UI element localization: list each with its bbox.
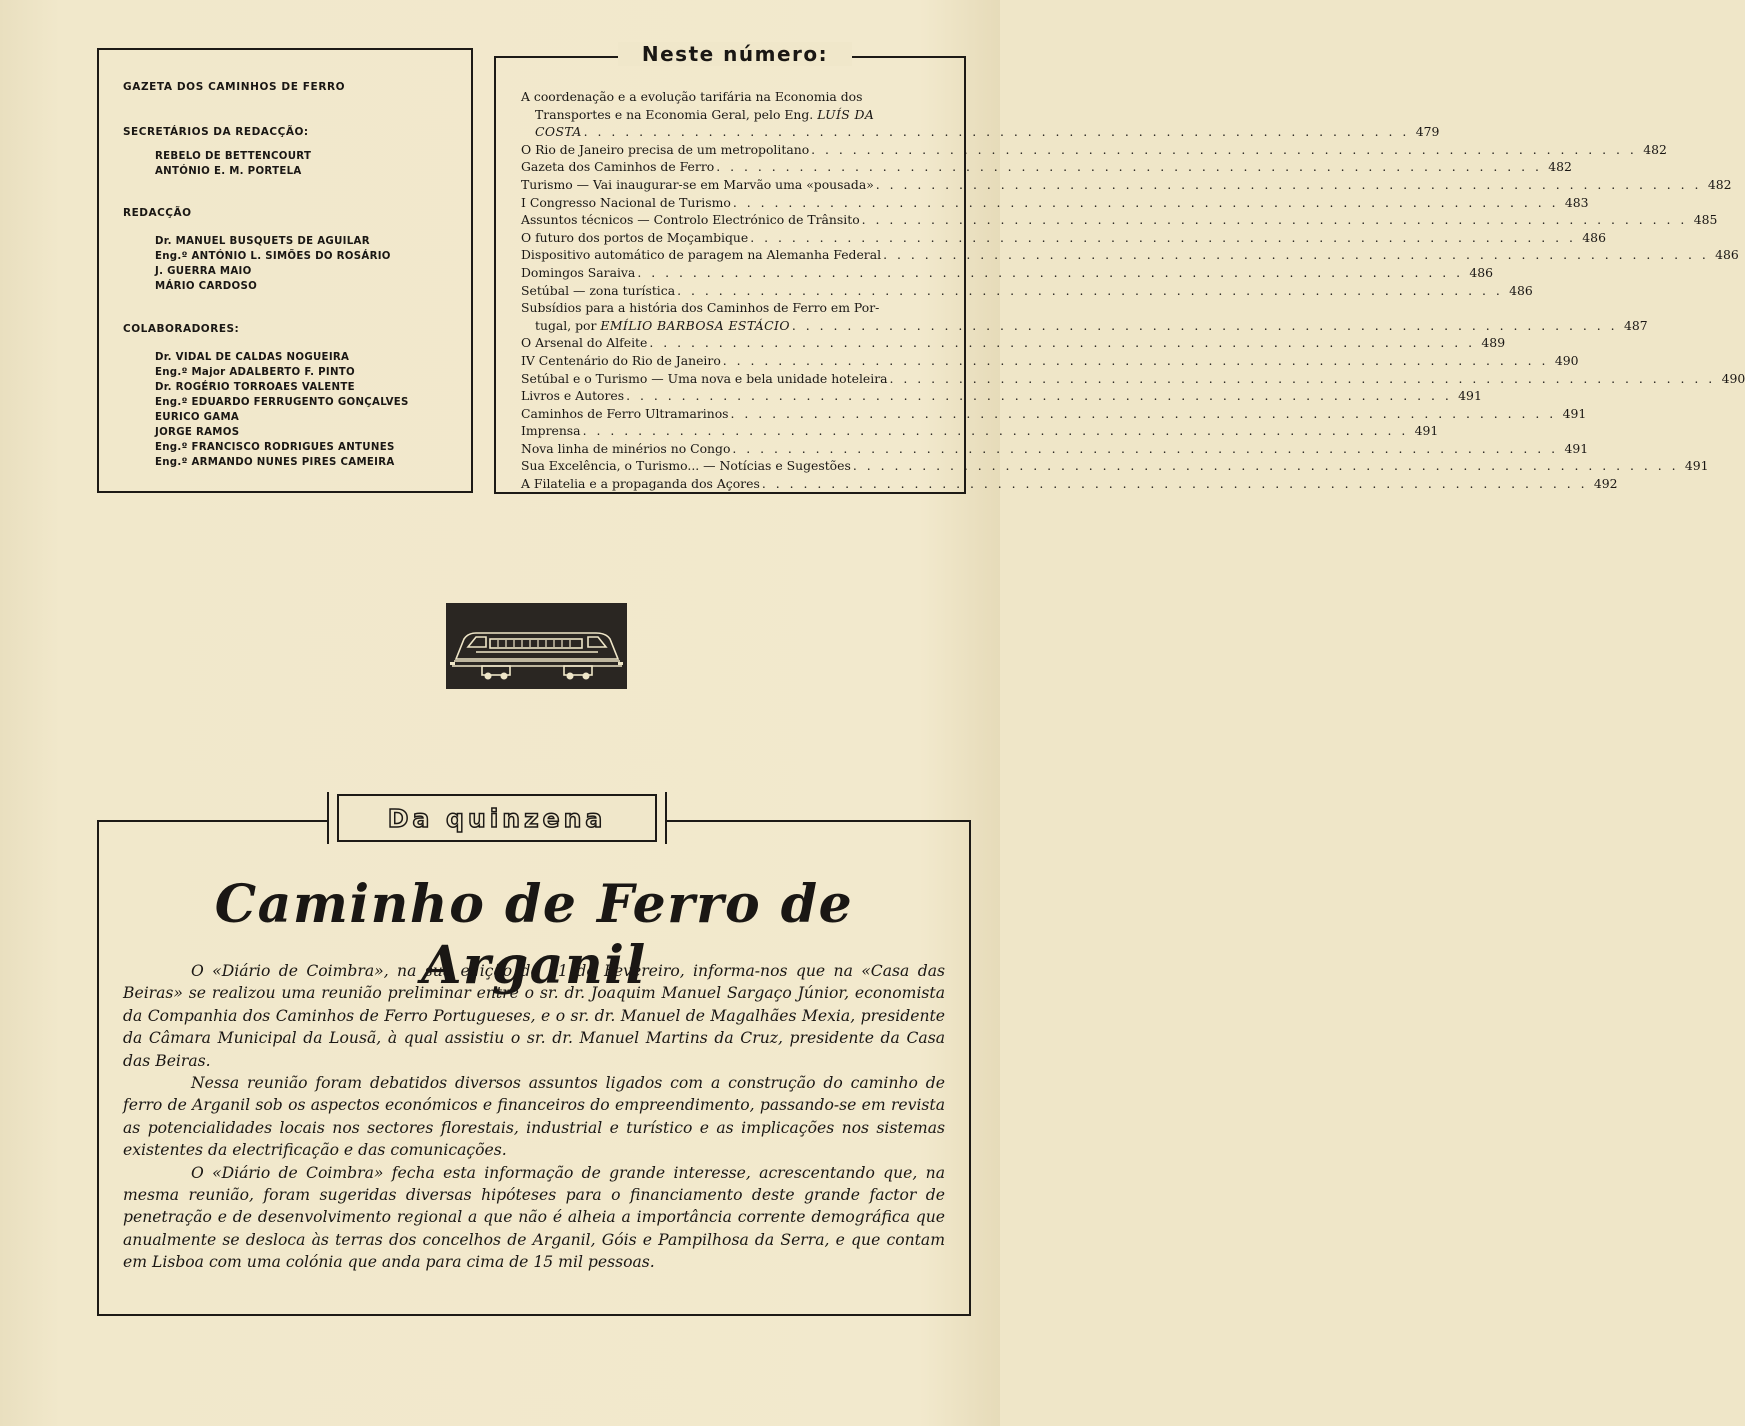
toc-entry [521, 352, 1579, 370]
toc-leader: . . . . . . . . . . . . . . . . . . . . . . . . . . . . . . . . . . . . . . . . . . . . . . . . . . . . . . . . . . . . [716, 159, 1542, 175]
toc-entry-text: Assuntos técnicos — Controlo Electrónico de Trânsito [521, 212, 860, 228]
toc-page-number: 486 [1509, 282, 1533, 298]
toc-entry-text: A Filatelia e a propaganda dos Açores [521, 476, 760, 492]
toc-entry-line [521, 246, 1739, 264]
staff-name: Eng.º ARMANDO NUNES PIRES CAMEIRA [155, 457, 395, 468]
toc-page-number: 487 [1623, 317, 1648, 333]
toc-page-number: 483 [1564, 194, 1589, 210]
toc-entry [521, 246, 1739, 264]
staff-name: REBELO DE BETTENCOURT [155, 151, 312, 162]
staff-name: J. GUERRA MAIO [155, 266, 252, 277]
contents-title: Neste número: [618, 42, 852, 66]
toc-leader: . . . . . . . . . . . . . . . . . . . . . . . . . . . . . . . . . . . . . . . . . . . . . . . . . . . . . . . . . . . . [730, 405, 1557, 421]
toc-entry-line [521, 141, 1667, 159]
toc-page-number: 482 [1548, 159, 1572, 175]
toc-entry [521, 370, 1745, 388]
toc-page-number: 486 [1715, 247, 1739, 263]
toc-entry-author: LUÍS DA [817, 106, 875, 122]
staff-name: Dr. ROGÉRIO TORROAES VALENTE [155, 382, 355, 393]
staff-name: Eng.º ANTÓNIO L. SIMÕES DO ROSÁRIO [155, 251, 391, 262]
locomotive-illustration [446, 603, 627, 689]
toc-entry-text: Transportes e na Economia Geral, pelo Eng. [535, 106, 814, 122]
toc-entry-text: Setúbal — zona turística [521, 282, 676, 298]
toc-page-number: 486 [1582, 229, 1606, 245]
toc-entry-text: Nova linha de minérios no Congo [521, 440, 731, 456]
toc-entry [521, 457, 1709, 475]
toc-entry [521, 194, 1589, 212]
toc-entry-line [521, 475, 1618, 493]
toc-entry [521, 264, 1494, 282]
staff-name: MÁRIO CARDOSO [155, 281, 258, 292]
toc-entry-text: A coordenação e a evolução tarifária na Economia dos [521, 89, 863, 104]
contributors-list [155, 350, 409, 470]
toc-entry-line [521, 317, 1648, 335]
staff-name: JORGE RAMOS [155, 427, 240, 438]
toc-entry-line [521, 405, 1587, 423]
toc-entry-text: Domingos Saraiva [521, 264, 636, 280]
toc-leader: . . . . . . . . . . . . . . . . . . . . . . . . . . . . . . . . . . . . . . . . . . . . . . . . . . . . . . . . . . . . [761, 476, 1588, 492]
toc-entry [521, 229, 1606, 247]
toc-leader: . . . . . . . . . . . . . . . . . . . . . . . . . . . . . . . . . . . . . . . . . . . . . . . . . . . . . . . . . . . . [732, 440, 1559, 456]
toc-entry-line [521, 158, 1572, 176]
toc-leader: . . . . . . . . . . . . . . . . . . . . . . . . . . . . . . . . . . . . . . . . . . . . . . . . . . . . . . . . . . . . [750, 229, 1576, 245]
table-of-contents [521, 88, 1745, 493]
toc-entry-line [521, 440, 1589, 458]
toc-entry [521, 299, 1648, 334]
editorial-list [155, 234, 391, 294]
staff-name: Dr. MANUEL BUSQUETS DE AGUILAR [155, 236, 370, 247]
toc-page-number: 492 [1593, 476, 1618, 492]
toc-entry-text: O Rio de Janeiro precisa de um metropolitano [521, 141, 810, 157]
article-top-rule [97, 820, 329, 822]
toc-leader: . . . . . . . . . . . . . . . . . . . . . . . . . . . . . . . . . . . . . . . . . . . . . . . . . . . . . . . . . . . . [649, 335, 1476, 351]
toc-entry [521, 440, 1589, 458]
toc-entry-text: O futuro dos portos de Moçambique [521, 229, 749, 245]
toc-entry-line [521, 194, 1589, 212]
toc-entry-author: COSTA [535, 124, 582, 140]
toc-entry-text: Livros e Autores [521, 388, 625, 404]
toc-leader: . . . . . . . . . . . . . . . . . . . . . . . . . . . . . . . . . . . . . . . . . . . . . . . . . . . . . . . . . . . . [637, 264, 1464, 280]
toc-page-number: 479 [1415, 124, 1440, 140]
toc-entry-line [521, 352, 1579, 370]
toc-page-number: 485 [1693, 212, 1718, 228]
toc-leader: . . . . . . . . . . . . . . . . . . . . . . . . . . . . . . . . . . . . . . . . . . . . . . . . . . . . . . . . . . . . [861, 212, 1688, 228]
toc-entry-line [521, 229, 1606, 247]
toc-entry [521, 422, 1439, 440]
toc-page-number: 491 [1684, 458, 1709, 474]
toc-page-number: 482 [1707, 176, 1732, 192]
toc-entry [521, 88, 1440, 141]
toc-entry-line [521, 299, 951, 317]
contributors-heading: COLABORADORES: [123, 323, 240, 335]
toc-entry-text: Imprensa [521, 423, 581, 439]
toc-page-number: 491 [1458, 388, 1482, 404]
toc-leader: . . . . . . . . . . . . . . . . . . . . . . . . . . . . . . . . . . . . . . . . . . . . . . . . . . . . . . . . . . . . [791, 317, 1618, 333]
editorial-heading: REDACÇÃO [123, 207, 192, 219]
toc-leader: . . . . . . . . . . . . . . . . . . . . . . . . . . . . . . . . . . . . . . . . . . . . . . . . . . . . . . . . . . . . [582, 423, 1409, 439]
staff-name: EURICO GAMA [155, 412, 240, 423]
toc-entry [521, 176, 1732, 194]
staff-name: Eng.º FRANCISCO RODRIGUES ANTUNES [155, 442, 395, 453]
toc-entry-text: IV Centenário do Rio de Janeiro [521, 352, 721, 368]
toc-entry-text: Turismo — Vai inaugurar-se em Marvão uma «pousada» [521, 176, 874, 192]
toc-entry [521, 158, 1572, 176]
toc-entry-line [521, 282, 1533, 300]
toc-entry-line [521, 106, 951, 124]
toc-entry [521, 141, 1667, 159]
toc-page-number: 491 [1564, 440, 1589, 456]
toc-entry-line [521, 387, 1482, 405]
contents-top-rule [852, 56, 966, 58]
toc-entry-text: O Arsenal do Alfeite [521, 335, 648, 351]
secretaries-heading: SECRETÁRIOS DA REDACÇÃO: [123, 126, 309, 138]
toc-page-number: 490 [1721, 370, 1745, 386]
article-title: Caminho de Ferro de Arganil [214, 874, 854, 996]
article-paragraph: O «Diário de Coimbra», na sua edição de 11 de Fevereiro, informa-nos que na «Casa das Beiras» se realizou uma reunião preliminar entre o sr. dr. Joaquim Manuel Sargaço Júnior, economista da Companhia dos Caminhos de Ferro Portugueses, e o sr. dr. Manuel de Magalhães Mexia, presidente da Câmara Municipal da Lousã, à qual assistiu o sr. dr. Manuel Martins da Cruz, presidente da Casa das Beiras. [123, 962, 945, 1070]
toc-entry-line [521, 123, 1440, 141]
toc-leader: . . . . . . . . . . . . . . . . . . . . . . . . . . . . . . . . . . . . . . . . . . . . . . . . . . . . . . . . . . . . [626, 388, 1452, 404]
article-body [123, 960, 945, 1274]
toc-entry-line [521, 88, 951, 106]
toc-leader: . . . . . . . . . . . . . . . . . . . . . . . . . . . . . . . . . . . . . . . . . . . . . . . . . . . . . . . . . . . . [889, 370, 1716, 386]
toc-entry-text: Caminhos de Ferro Ultramarinos [521, 405, 729, 421]
staff-name: ANTÓNIO E. M. PORTELA [155, 166, 302, 177]
toc-leader: . . . . . . . . . . . . . . . . . . . . . . . . . . . . . . . . . . . . . . . . . . . . . . . . . . . . . . . . . . . . [677, 282, 1503, 298]
toc-leader: . . . . . . . . . . . . . . . . . . . . . . . . . . . . . . . . . . . . . . . . . . . . . . . . . . . . . . . . . . . . [722, 352, 1549, 368]
toc-leader: . . . . . . . . . . . . . . . . . . . . . . . . . . . . . . . . . . . . . . . . . . . . . . . . . . . . . . . . . . . . [732, 194, 1559, 210]
article-paragraph: O «Diário de Coimbra» fecha esta informação de grande interesse, acrescentando que, na mesma reunião, foram sugeridas diversas hipóteses para o financiamento deste grande factor de penetração e de desenvolvimento regional a que não é alheia a importância corrente demográfica que anualmente se desloca às terras dos concelhos de Arganil, Góis e Pampilhosa da Serra, e que contam em Lisboa com uma colónia que anda para cima de 15 mil pessoas. [123, 1163, 945, 1272]
staff-name: Eng.º Major ADALBERTO F. PINTO [155, 367, 355, 378]
section-heading-frame [337, 794, 657, 842]
toc-leader: . . . . . . . . . . . . . . . . . . . . . . . . . . . . . . . . . . . . . . . . . . . . . . . . . . . . . . . . . . . . [583, 124, 1410, 140]
toc-page-number: 482 [1643, 141, 1667, 157]
toc-leader: . . . . . . . . . . . . . . . . . . . . . . . . . . . . . . . . . . . . . . . . . . . . . . . . . . . . . . . . . . . . [883, 247, 1709, 263]
toc-entry-author: EMÍLIO BARBOSA ESTÁCIO [600, 317, 790, 333]
toc-page-number: 486 [1469, 264, 1494, 280]
toc-entry [521, 387, 1482, 405]
toc-page-number: 490 [1554, 352, 1579, 368]
toc-page-number: 489 [1481, 335, 1506, 351]
diesel-locomotive-icon [446, 603, 627, 689]
toc-entry-text: Sua Excelência, o Turismo... — Notícias e Sugestões [521, 458, 851, 474]
toc-entry-text: tugal, por [535, 317, 597, 333]
toc-page-number: 491 [1562, 405, 1587, 421]
staff-name: Eng.º EDUARDO FERRUGENTO GONÇALVES [155, 397, 409, 408]
toc-entry-line [521, 422, 1439, 440]
toc-entry-line [521, 370, 1745, 388]
section-heading-text: Da quinzena [387, 803, 607, 833]
toc-entry-text: I Congresso Nacional de Turismo [521, 194, 731, 210]
contents-top-rule [494, 56, 620, 58]
secretaries-list [155, 149, 311, 179]
toc-entry-text: Subsídios para a história dos Caminhos de Ferro em Por- [521, 300, 880, 316]
toc-entry-line [521, 334, 1506, 352]
toc-entry-line [521, 457, 1709, 475]
staff-box [97, 48, 473, 493]
toc-entry-line [521, 176, 1732, 194]
toc-entry [521, 282, 1533, 300]
toc-entry-line [521, 211, 1718, 229]
toc-entry [521, 405, 1587, 423]
article-top-rule [665, 820, 971, 822]
section-heading [327, 792, 667, 844]
article-paragraph: Nessa reunião foram debatidos diversos assuntos ligados com a construção do caminho de ferro de Arganil sob os aspectos económicos e financeiros do empreendimento, passando-se em revista as potencialidades locais nos sectores florestais, industrial e turístico e as implicações nos sistemas existentes da electrificação e das comunicações. [123, 1074, 945, 1160]
toc-entry-text: Dispositivo automático de paragem na Alemanha Federal [521, 247, 882, 263]
article-box [97, 820, 971, 1316]
toc-entry [521, 334, 1506, 352]
toc-leader: . . . . . . . . . . . . . . . . . . . . . . . . . . . . . . . . . . . . . . . . . . . . . . . . . . . . . . . . . . . . [875, 176, 1702, 192]
contents-box [494, 56, 1745, 494]
toc-entry [521, 475, 1618, 493]
toc-entry [521, 211, 1718, 229]
toc-leader: . . . . . . . . . . . . . . . . . . . . . . . . . . . . . . . . . . . . . . . . . . . . . . . . . . . . . . . . . . . . [811, 141, 1637, 157]
staff-title: GAZETA DOS CAMINHOS DE FERRO [123, 81, 346, 93]
toc-entry-text: Gazeta dos Caminhos de Ferro [521, 159, 715, 175]
toc-entry-line [521, 264, 1494, 282]
staff-name: Dr. VIDAL DE CALDAS NOGUEIRA [155, 352, 350, 363]
toc-entry-text: Setúbal e o Turismo — Uma nova e bela unidade hoteleira [521, 370, 888, 386]
toc-leader: . . . . . . . . . . . . . . . . . . . . . . . . . . . . . . . . . . . . . . . . . . . . . . . . . . . . . . . . . . . . [852, 458, 1679, 474]
toc-page-number: 491 [1414, 423, 1439, 439]
